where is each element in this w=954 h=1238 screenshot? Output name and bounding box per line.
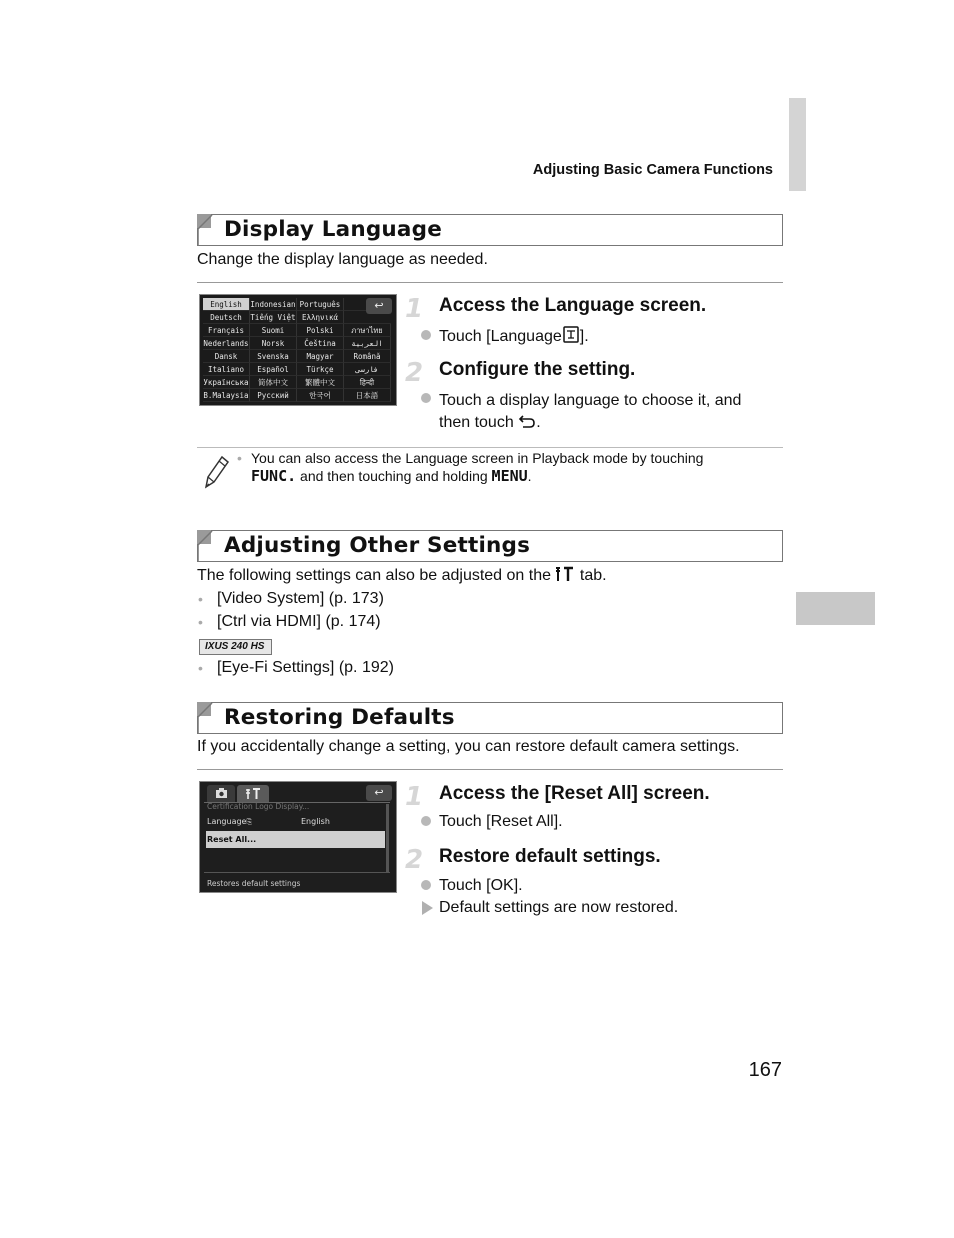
bullet-icon [421,880,431,890]
language-option: Čeština [297,337,344,350]
bullet-icon [421,816,431,826]
section-intro [197,566,607,585]
language-option: Suomi [250,324,297,337]
language-option: Svenska [250,350,297,363]
menu-row-language [207,817,384,827]
step-text: Touch [Language [439,328,562,345]
language-option: Français [203,324,250,337]
tools-tab-icon [555,566,575,582]
language-option: B.Malaysia [203,391,249,400]
language-option: Português [297,298,344,311]
language-option: Dansk [203,350,250,363]
step-number: 2 [405,845,424,875]
step-title: Access the Language screen. [439,295,707,316]
section-heading-corner [197,530,227,562]
menu-label-language: Language [207,817,247,826]
chapter-tab-marker [789,98,806,191]
section-title-adjusting-other-settings: Adjusting Other Settings [224,533,531,558]
scrollbar [386,804,389,872]
model-badge: IXUS 240 HS [199,639,272,655]
step-instruction: Touch [Reset All]. [439,813,563,830]
back-arrow-icon [518,413,536,429]
language-option: Tiếng Việt [250,313,296,322]
list-item: [Video System] (p. 173) [217,590,384,607]
language-option: Українська [203,378,249,387]
step-text-line2: then touch [439,414,514,431]
step-text-end: ]. [579,328,589,345]
list-bullet: • [198,660,203,676]
step-title: Restore default settings. [439,846,661,867]
page-number: 167 [748,1059,782,1081]
language-option: 繁體中文 [297,376,344,389]
note-line1: You can also access the Language screen in Playback mode by touching [251,450,704,466]
func-label: FUNC. [251,467,297,485]
language-option: 简体中文 [250,376,297,389]
language-option: ภาษาไทย [344,324,391,337]
menu-value-language: English [301,817,330,826]
note-bullet: • [237,450,242,466]
divider [197,769,783,770]
language-option: Deutsch [203,311,250,324]
language-option: العربية [344,337,391,350]
side-tab-marker [796,592,875,625]
back-icon: ↩ [366,298,392,314]
intro-text-end: tab. [579,567,607,584]
step-title: Configure the setting. [439,359,636,380]
step-number: 1 [405,782,424,812]
list-item: [Ctrl via HDMI] (p. 174) [217,613,381,630]
step-text-line1: Touch a display language to choose it, and [439,392,742,409]
bullet-icon [421,330,431,340]
list-bullet: • [198,591,203,607]
divider [197,282,783,283]
pencil-icon [200,453,230,491]
language-option: 日本語 [344,389,391,402]
section-title-display-language: Display Language [224,217,443,242]
language-option: Magyar [297,350,344,363]
language-option: हिन्दी [344,376,391,389]
menu-row-cert-logo: Certification Logo Display... [207,802,310,811]
note-text [251,449,703,485]
section-heading-corner [197,214,227,246]
language-screen-image [199,294,397,406]
result-arrow-icon [420,900,434,916]
step-result: Default settings are now restored. [439,899,679,916]
section-heading-corner [197,702,227,734]
step-instruction [439,390,741,434]
camera-tab [207,785,235,802]
list-item: [Eye-Fi Settings] (p. 192) [217,659,394,676]
step-number: 2 [405,358,424,388]
step-instruction [439,326,589,346]
language-option: Español [250,363,297,376]
camera-icon [207,785,235,802]
language-option: Indonesian [250,300,296,309]
step-instruction: Touch [OK]. [439,877,523,894]
language-small-icon: ⎘ [246,818,253,826]
language-option: فارسی [344,363,391,376]
note-line2: and then touching and holding [296,468,492,484]
list-bullet: • [198,614,203,630]
language-option: Türkçe [297,363,344,376]
note-divider [197,447,783,448]
language-option: Norsk [250,337,297,350]
step-title: Access the [Reset All] screen. [439,783,710,804]
language-option: English [203,298,250,311]
section-title-restoring-defaults: Restoring Defaults [224,705,455,730]
language-option: Română [344,350,391,363]
language-option: Polski [297,324,344,337]
menu-label: MENU [491,467,528,485]
language-option: Ελληνικά [297,311,344,324]
step-text-end: . [536,414,541,431]
reset-screen-image [199,781,397,893]
chapter-header: Adjusting Basic Camera Functions [532,162,773,178]
footer-divider [204,872,390,873]
language-option: 한국어 [297,389,344,402]
section-intro: Change the display language as needed. [197,251,488,268]
language-option: Nederlands [203,339,249,348]
language-grid [203,298,391,402]
back-icon: ↩ [366,785,392,801]
tools-tab [237,785,269,802]
section-intro: If you accidentally change a setting, you can restore default camera settings. [197,738,740,755]
bullet-icon [421,393,431,403]
tools-tab-icon [237,785,269,802]
step-number: 1 [405,294,424,324]
note-end: . [527,468,532,484]
menu-row-reset-all: Reset All... [207,835,257,844]
language-option: Italiano [203,363,250,376]
intro-text: The following settings can also be adjusted on the [197,567,552,584]
language-icon [562,326,580,344]
language-option: Русский [250,389,297,402]
menu-footer-hint: Restores default settings [207,879,301,888]
